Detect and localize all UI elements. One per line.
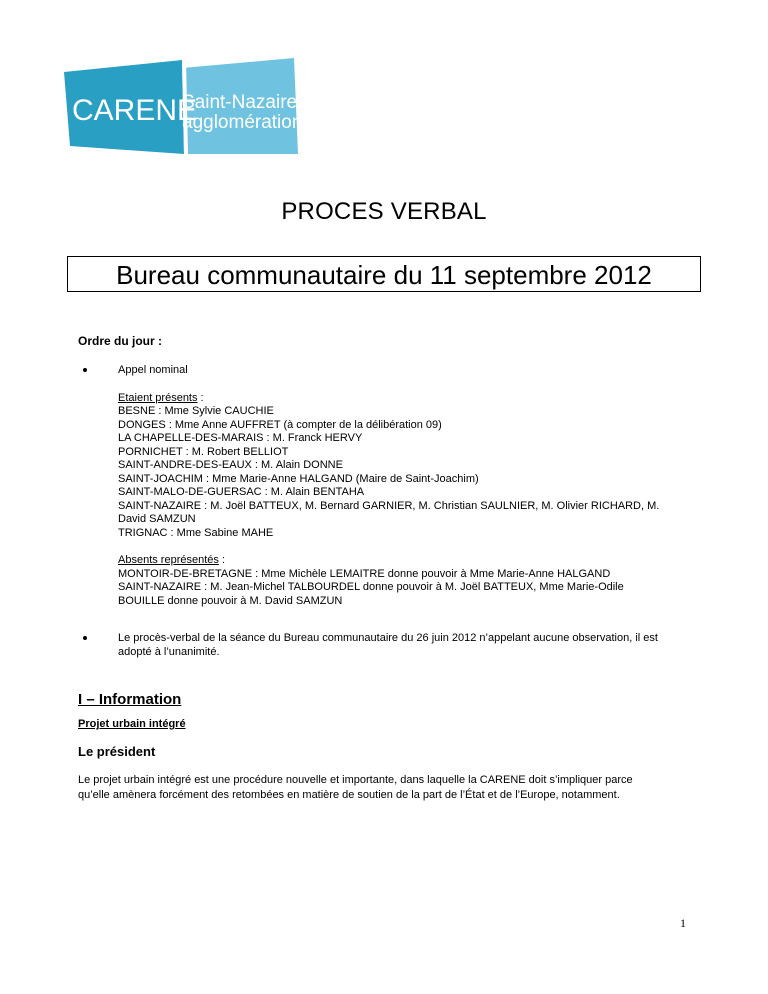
present-label: Etaient présents [118,391,198,404]
present-entry: SAINT-MALO-DE-GUERSAC : M. Alain BENTAHA [118,486,365,498]
absent-heading [118,554,702,568]
absent-entry-cont: BOUILLE donne pouvoir à M. David SAMZUN [118,594,343,607]
minutes-text-line2: adopté à l’unanimité. [118,645,220,658]
speaker-heading: Le président [78,744,156,759]
present-entry-saint-nazaire: SAINT-NAZAIRE : M. Joël BATTEUX, M. Bernard GARNIER, M. Christian SAULNIER, M. Olivier RICHARD, M. [118,499,660,512]
present-entry: BESNE : Mme Sylvie CAUCHIE [118,405,274,417]
carene-logo-graphic [58,54,308,164]
document-body [78,334,702,803]
present-entry-saint-nazaire-cont: David SAMZUN [118,513,196,525]
agenda-item-minutes-approval [78,632,702,659]
paragraph-line2: qu’elle amènera forcément des retombées en matière de soutien de la part de l’État et de l’Europe, notamment. [78,789,620,801]
agenda-heading: Ordre du jour : [78,334,162,348]
page-number: 1 [680,916,686,930]
present-colon: : [197,391,204,404]
absent-entry: MONTOIR-DE-BRETAGNE : Mme Michèle LEMAITRE donne pouvoir à Mme Marie-Anne HALGAND [118,567,611,580]
present-entry: SAINT-JOACHIM : Mme Marie-Anne HALGAND (Maire de Saint-Joachim) [118,472,479,485]
roll-call-label: Appel nominal [118,364,188,376]
absent-entry: SAINT-NAZAIRE : M. Jean-Michel TALBOURDEL donne pouvoir à M. Joël BATTEUX, Mme Marie-Odile [118,581,624,593]
carene-logo [58,54,308,164]
present-entry: PORNICHET : M. Robert BELLIOT [118,445,289,458]
agenda-item-roll-call [78,364,702,608]
absent-label: Absents représentés [118,554,219,566]
logo-brand-text: CARENE [72,94,198,127]
present-entry-trignac: TRIGNAC : Mme Sabine MAHE [118,526,274,539]
subheading-projet-urbain: Projet urbain intégré [78,718,186,730]
logo-line1-text: Saint-Nazaire [182,92,298,113]
paragraph [78,773,702,803]
document-title: PROCES VERBAL [281,198,487,225]
bullet-icon [83,368,87,372]
present-entry: DONGES : Mme Anne AUFFRET (à compter de la délibération 09) [118,418,442,431]
meeting-title-box [67,256,701,292]
section-heading-information: I – Information [78,691,182,708]
bullet-icon [83,636,87,640]
minutes-text-line1: Le procès-verbal de la séance du Bureau communautaire du 26 juin 2012 n’appelant aucune observation, il est [118,632,658,644]
logo-line2-text: agglomération [182,112,303,133]
present-heading [118,392,702,406]
absent-colon: : [218,554,226,566]
paragraph-line1: Le projet urbain intégré est une procédure nouvelle et importante, dans laquelle la CARENE doit s’impliquer parce [78,774,633,786]
present-entry: LA CHAPELLE-DES-MARAIS : M. Franck HERVY [118,432,363,444]
meeting-title: Bureau communautaire du 11 septembre 2012 [116,260,652,290]
present-entry: SAINT-ANDRE-DES-EAUX : M. Alain DONNE [118,459,343,471]
